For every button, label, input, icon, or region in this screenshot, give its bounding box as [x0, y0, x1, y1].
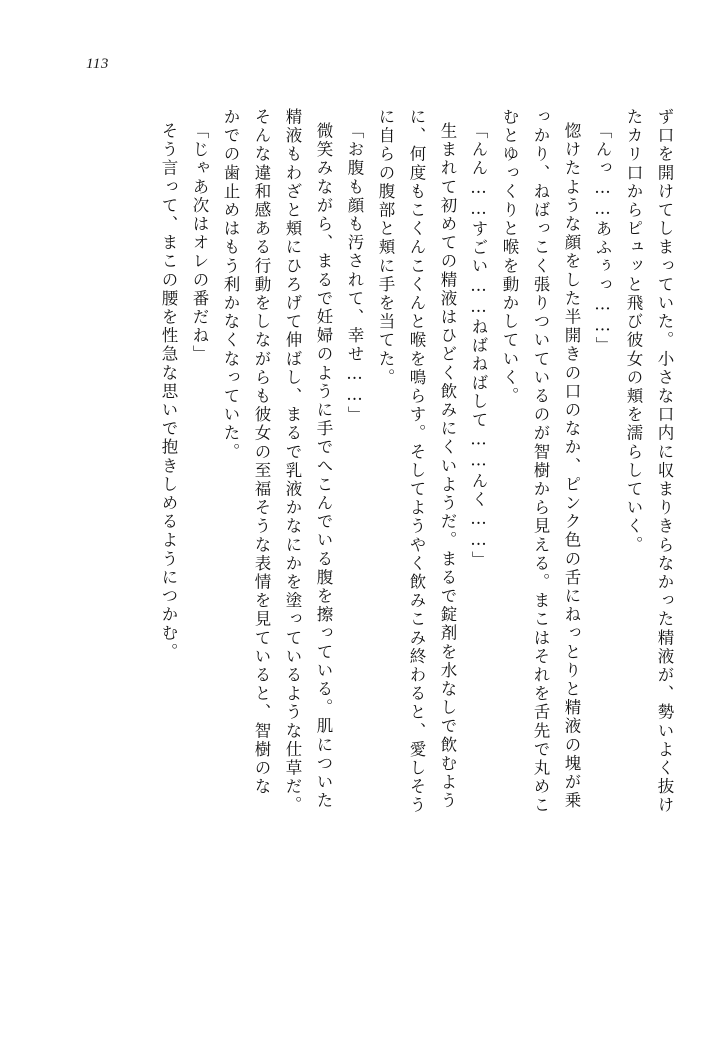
text-column: 微笑みながら、まるで妊婦のように手でへこんでいる腹を擦っている。肌についた [314, 122, 333, 811]
text-column: たカリ口からピュッと飛び彼女の頬を濡らしていく。 [624, 108, 643, 555]
text-column: 「んん……すごい……ねばねばして……んく……」 [469, 122, 488, 570]
text-column: そんな違和感ある行動をしながらも彼女の至福そうな表情を見ていると、智樹のな [252, 108, 271, 797]
text-column: 「んっ……あふぅっ……」 [593, 122, 612, 356]
text-column: 生まれて初めての精液はひどく飲みにくいようだ。まるで錠剤を水なしで飲むよう [438, 122, 457, 811]
text-column: 「お腹も顔も汚されて、幸せ……」 [345, 122, 364, 425]
text-column: 惚けたような顔をした半開きの口のなか、ピンク色の舌にねっとりと精液の塊が乗 [562, 122, 581, 811]
text-column: ず口を開けてしまっていた。小さな口内に収まりきらなかった精液が、勢いよく抜け [655, 108, 674, 815]
text-column: むとゆっくりと喉を動かしていく。 [500, 108, 519, 406]
text-column: に自らの腹部と頬に手を当てた。 [376, 108, 395, 387]
text-column: っかり、ねばっこく張りついているのが智樹から見える。まこはそれを舌先で丸めこ [531, 108, 550, 815]
text-column: 「じゃあ次はオレの番だね」 [190, 122, 209, 364]
text-column: に、何度もこくんこくんと喉を鳴らす。そしてようやく飲みこみ終わると、愛しそう [407, 108, 426, 815]
text-column: そう言って、まこの腰を性急な思いで抱きしめるようにつかむ。 [159, 122, 178, 662]
text-column: 精液もわざと頬にひろげて伸ばし、まるで乳液かなにかを塗っているような仕草だ。 [283, 108, 302, 815]
vertical-text-body [48, 108, 672, 988]
page-number: 113 [86, 56, 109, 72]
text-column: かでの歯止めはもう利かなくなっていた。 [221, 108, 240, 462]
